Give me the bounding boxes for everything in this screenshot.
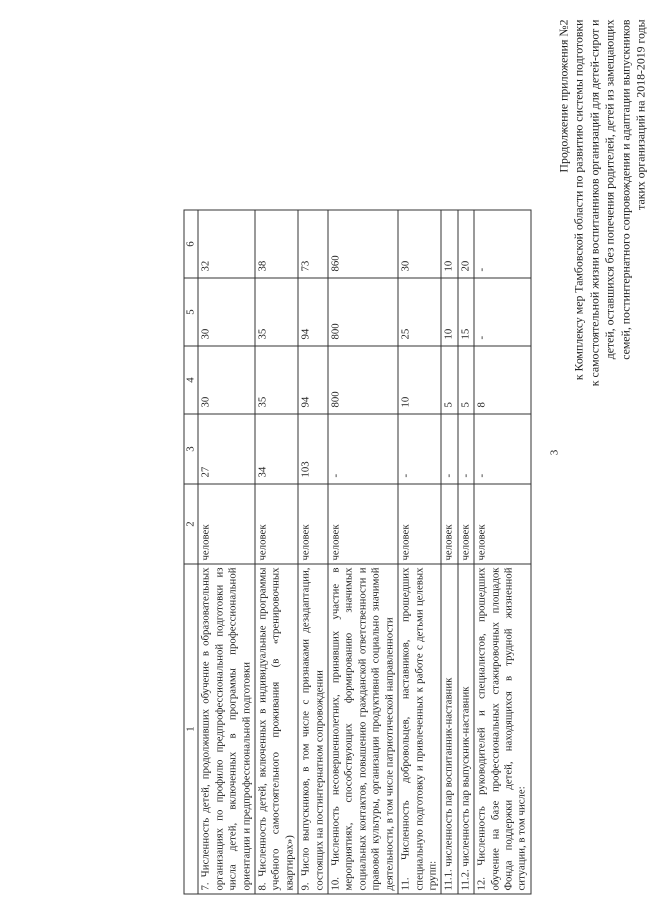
- row-description: 12. Численность руководителей и специалистов, прошедших обучение на базе профессиональных стажировочных площадок Фонда поддержки детей, находящихся в трудной жизненной ситуации, в том числе:: [474, 564, 531, 894]
- row-value: 27: [198, 414, 255, 484]
- column-header: 4: [184, 346, 198, 414]
- row-value: 30: [398, 210, 441, 278]
- header-line: Продолжение приложения №2: [556, 19, 570, 173]
- row-value: 30: [198, 278, 255, 346]
- table-row: [398, 210, 441, 894]
- header-line: к самостоятельной жизни воспитанников организаций для детей-сирот и: [586, 19, 601, 387]
- row-value: 800: [328, 346, 398, 414]
- row-description: 10. Численность несовершеннолетних, принявших участие в мероприятиях, способствующих формированию значимых социальных контактов, повышению гражданской ответственности и правовой культуры, организации продуктивной социально значимой деятельности, в том числе патриотической направленности: [328, 564, 398, 894]
- column-header: 5: [184, 278, 198, 346]
- row-value: 5: [441, 346, 457, 414]
- row-description: 11.2. численность пар выпускник-наставник: [457, 564, 473, 894]
- row-unit: человек: [398, 484, 441, 564]
- row-value: 32: [198, 210, 255, 278]
- row-value: 15: [457, 278, 473, 346]
- row-value: 20: [457, 210, 473, 278]
- page-number: 3: [548, 449, 560, 456]
- row-description: 11. Численность добровольцев, наставников, прошедших специальную подготовку и привлеченных к работе с детьми целевых групп:: [398, 564, 441, 894]
- row-value: -: [398, 414, 441, 484]
- row-value: -: [474, 414, 531, 484]
- row-value: -: [457, 414, 473, 484]
- header-line: таких организаций на 2018-2019 годы: [633, 19, 648, 210]
- row-value: 30: [198, 346, 255, 414]
- header-line: к Комплексу мер Тамбовской области по развитию системы подготовки: [571, 19, 586, 381]
- row-value: 103: [298, 414, 328, 484]
- table-row: [328, 210, 398, 894]
- row-value: 35: [255, 346, 298, 414]
- row-unit: человек: [255, 484, 298, 564]
- row-value: -: [441, 414, 457, 484]
- row-value: -: [474, 278, 531, 346]
- row-value: 8: [474, 346, 531, 414]
- row-unit: человек: [198, 484, 255, 564]
- table-row: [298, 210, 328, 894]
- table-row: [441, 210, 457, 894]
- row-value: 94: [298, 278, 328, 346]
- row-value: 860: [328, 210, 398, 278]
- table-row: [474, 210, 531, 894]
- row-unit: человек: [328, 484, 398, 564]
- appendix-header: [556, 20, 648, 560]
- header-line: детей, оставшихся без попечения родителей, детей из замещающих: [602, 19, 617, 360]
- column-header: 3: [184, 414, 198, 484]
- row-value: -: [474, 210, 531, 278]
- row-description: 11.1. численность пар воспитанник-наставник: [441, 564, 457, 894]
- header-line: семей, постинтернатного сопровождения и адаптации выпускников: [617, 19, 632, 360]
- table-row: [198, 210, 255, 894]
- row-value: 25: [398, 278, 441, 346]
- column-header: 6: [184, 210, 198, 278]
- row-value: 10: [398, 346, 441, 414]
- row-unit: человек: [474, 484, 531, 564]
- row-value: 38: [255, 210, 298, 278]
- row-value: -: [328, 414, 398, 484]
- row-value: 35: [255, 278, 298, 346]
- row-description: 9. Число выпускников, в том числе с признаками дезадаптации, состоящих на постинтернатном сопровождении: [298, 564, 328, 894]
- column-header: 1: [184, 564, 198, 894]
- row-value: 10: [441, 210, 457, 278]
- row-unit: человек: [441, 484, 457, 564]
- indicators-table: [183, 210, 531, 895]
- row-value: 73: [298, 210, 328, 278]
- row-value: 800: [328, 278, 398, 346]
- row-value: 10: [441, 278, 457, 346]
- column-header: 2: [184, 484, 198, 564]
- row-value: 5: [457, 346, 473, 414]
- row-value: 34: [255, 414, 298, 484]
- table-header-row: [184, 210, 198, 894]
- row-unit: человек: [457, 484, 473, 564]
- table-row: [255, 210, 298, 894]
- row-description: 7. Численность детей, продолживших обучение в образовательных организациях по профилю предпрофессиональной подготовки из числа детей, включенных в программы профессиональной ориентации и предпрофессиональной подготовки: [198, 564, 255, 894]
- table-row: [457, 210, 473, 894]
- row-value: 94: [298, 346, 328, 414]
- row-description: 8. Численность детей, включенных в индивидуальные программы учебного самостоятельного проживания (в «тренировочных квартирах»): [255, 564, 298, 894]
- row-unit: человек: [298, 484, 328, 564]
